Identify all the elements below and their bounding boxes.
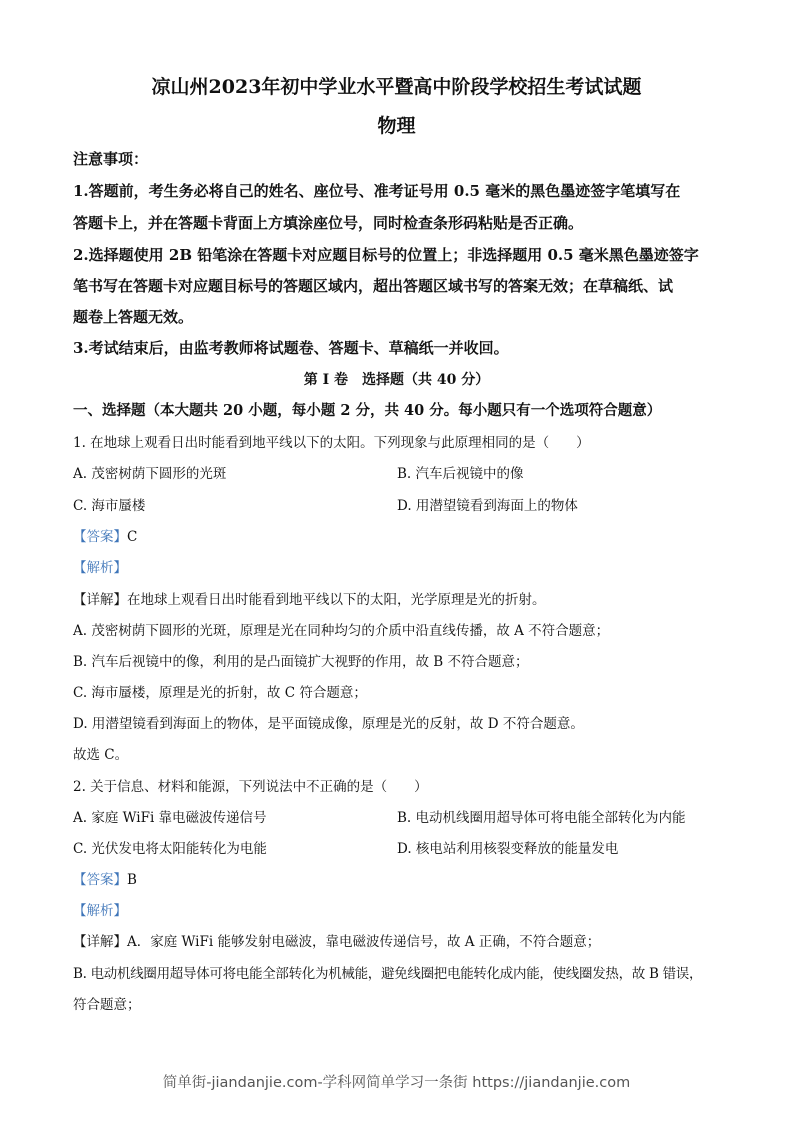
q2-answer (73, 868, 137, 888)
answer-value: C (127, 529, 138, 545)
exam-title: 凉山州2023年初中学业水平暨高中阶段学校招生考试试题 (151, 76, 642, 98)
q1-analysis-label: 【解析】 (73, 560, 127, 576)
q2-detail: 【详解】A．家庭 WiFi 能够发射电磁波，靠电磁波传递信号，故 A 正确，不符合题意； (73, 934, 601, 950)
q1-detail: C. 海市蜃楼，原理是光的折射，故 C 符合题意； (73, 685, 367, 701)
part-title: 第 I 卷 选择题（共 40 分） (303, 372, 490, 388)
notice-line: 2.选择题使用 2B 铅笔涂在答题卡对应题目标号的位置上；非选择题用 0.5 毫米黑色墨迹签字 (73, 246, 699, 264)
footer-watermark: 简单街-jiandanjie.com-学科网简单学习一条街 https://jiandanjie.com (162, 1075, 631, 1091)
q1-detail: 故选 C。 (73, 747, 129, 763)
q2-option-c: C. 光伏发电将太阳能转化为电能 (73, 841, 267, 857)
q1-detail: 【详解】在地球上观看日出时能看到地平线以下的太阳，光学原理是光的折射。 (73, 592, 546, 608)
q1-stem: 1. 在地球上观看日出时能看到地平线以下的太阳。下列现象与此原理相同的是（ ） (73, 435, 590, 451)
notice-line: 笔书写在答题卡对应题目标号的答题区域内，超出答题区域书写的答案无效；在草稿纸、试 (73, 277, 674, 295)
q1-detail: B. 汽车后视镜中的像，利用的是凸面镜扩大视野的作用，故 B 不符合题意； (73, 654, 529, 670)
subject-title: 物理 (377, 115, 416, 137)
q1-detail: A. 茂密树荫下圆形的光斑，原理是光在同种均匀的介质中沿直线传播，故 A 不符合题意； (73, 623, 610, 639)
notice-heading: 注意事项： (73, 150, 149, 168)
q1-option-b: B. 汽车后视镜中的像 (397, 466, 524, 482)
section-title: 一、选择题（本大题共 20 小题，每小题 2 分，共 40 分。每小题只有一个选项符合题意） (73, 402, 662, 419)
q2-stem: 2. 关于信息、材料和能源，下列说法中不正确的是（ ） (73, 779, 428, 795)
q2-option-b: B. 电动机线圈用超导体可将电能全部转化为内能 (397, 810, 686, 826)
q1-option-d: D. 用潜望镜看到海面上的物体 (397, 498, 578, 514)
answer-value: B (127, 872, 137, 888)
q2-detail: 符合题意； (73, 997, 141, 1013)
notice-line: 3.考试结束后，由监考教师将试题卷、答题卡、草稿纸一并收回。 (73, 339, 509, 357)
q2-analysis-label: 【解析】 (73, 903, 127, 919)
q2-option-a: A. 家庭 WiFi 靠电磁波传递信号 (73, 810, 267, 826)
q1-option-c: C. 海市蜃楼 (73, 498, 146, 514)
q1-detail: D. 用潜望镜看到海面上的物体，是平面镜成像，原理是光的反射，故 D 不符合题意。 (73, 716, 584, 732)
q1-option-a: A. 茂密树荫下圆形的光斑 (73, 466, 227, 482)
q1-answer (73, 525, 137, 545)
notice-line: 1.答题前，考生务必将自己的姓名、座位号、准考证号用 0.5 毫米的黑色墨迹签字笔填写在 (73, 182, 681, 200)
answer-label: 【答案】 (73, 529, 127, 545)
notice-line: 答题卡上，并在答题卡背面上方填涂座位号，同时检查条形码粘贴是否正确。 (73, 214, 584, 232)
q2-option-d: D. 核电站利用核裂变释放的能量发电 (397, 841, 619, 857)
notice-line: 题卷上答题无效。 (73, 308, 194, 326)
answer-label: 【答案】 (73, 872, 127, 888)
q2-detail: B. 电动机线圈用超导体可将电能全部转化为机械能，避免线圈把电能转化成内能，使线圈发热，故 B 错误， (73, 966, 703, 982)
